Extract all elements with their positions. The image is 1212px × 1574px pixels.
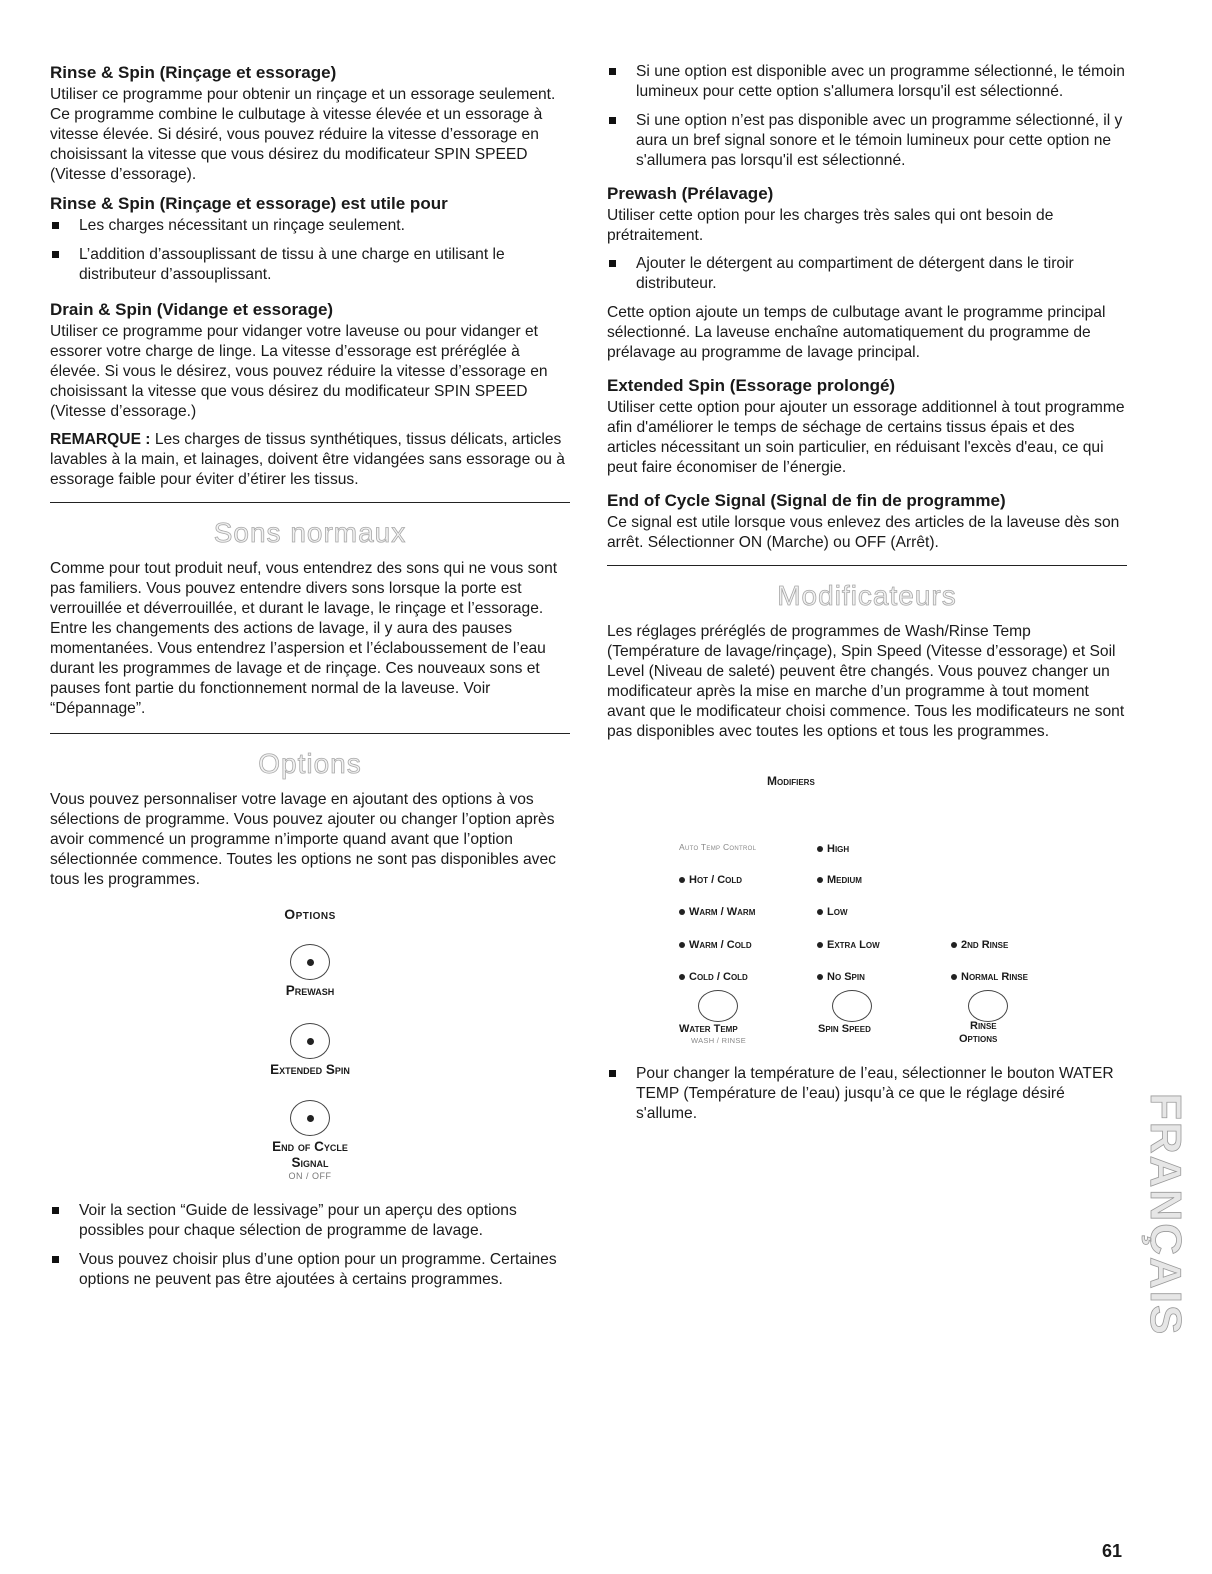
modifiers-body: Les réglages préréglés de programmes de Wash/Rinse Temp (Température de lavage/rinçage), Spin Speed (Vitesse d’essorage) et Soil Level (Niveau de saleté) peuvent être changés. Vous pouvez changer un modificateur après la mise en marche d’un programme à tout moment avant que le modificateur choisi commence. Tous les modificateurs ne sont pas disponibles avec toutes les options et tous les programmes. bbox=[607, 623, 1125, 740]
water-temp-label: Water Temp bbox=[679, 1023, 738, 1035]
modifiers-title: Modificateurs bbox=[777, 580, 957, 611]
list-item: L’addition d’assouplissant de tissu à une charge en utilisant le distributeur d’assouplissant. bbox=[50, 245, 570, 285]
indicator-light-icon bbox=[307, 1115, 314, 1122]
indicator-light-icon bbox=[951, 974, 957, 980]
drain-spin-note bbox=[50, 430, 570, 490]
bullet-square-icon bbox=[52, 251, 59, 258]
bullet-square-icon bbox=[52, 1256, 59, 1263]
spin-speed-setting: High bbox=[817, 843, 849, 855]
spin-speed-setting: Extra Low bbox=[817, 939, 880, 951]
indicator-light-icon bbox=[817, 909, 823, 915]
indicator-light-icon bbox=[817, 846, 823, 852]
bullet-square-icon bbox=[52, 1207, 59, 1214]
extended-spin-heading: Extended Spin (Essorage prolongé) bbox=[607, 376, 896, 395]
drain-spin-body: Utiliser ce programme pour vidanger votre laveuse ou pour vidanger et essorer votre charge de linge. La vitesse d’essorage est préréglée à élevée. Si vous le désirez, vous pouvez réduire la vitesse d’essorage en choisissant la vitesse que vous désirez du modificateur SPIN SPEED (Vitesse d’essorage.) bbox=[50, 323, 548, 420]
spin-speed-label: Spin Speed bbox=[818, 1023, 871, 1035]
prewash-bullets bbox=[607, 254, 1127, 294]
water-temp-sub: WASH / RINSE bbox=[691, 1036, 746, 1045]
indicator-light-icon bbox=[679, 909, 685, 915]
end-of-cycle-label: End of Cycle bbox=[272, 1139, 348, 1154]
modifiers-panel-title: Modifiers bbox=[767, 774, 815, 788]
modifiers-bullets bbox=[607, 1064, 1127, 1124]
options-panel-title: Options bbox=[284, 906, 336, 922]
rinse-options-label: Options bbox=[959, 1033, 998, 1045]
indicator-light-icon bbox=[307, 1038, 314, 1045]
water-temp-button[interactable] bbox=[698, 990, 738, 1022]
bullet-square-icon bbox=[609, 68, 616, 75]
end-of-cycle-label-2: Signal bbox=[291, 1155, 329, 1170]
water-temp-setting: Warm / Cold bbox=[679, 939, 752, 951]
prewash-button[interactable] bbox=[290, 944, 330, 980]
indicator-light-icon bbox=[817, 942, 823, 948]
prewash-body-2: Cette option ajoute un temps de culbutage avant le programme principal sélectionné. La laveuse enchaîne automatiquement du programme de prélavage au programme de lavage principal. bbox=[607, 304, 1106, 361]
indicator-light-icon bbox=[817, 877, 823, 883]
drain-spin-heading: Drain & Spin (Vidange et essorage) bbox=[50, 300, 334, 319]
spin-speed-button[interactable] bbox=[832, 990, 872, 1022]
prewash-body: Utiliser cette option pour les charges très sales qui ont besoin de prétraitement. bbox=[607, 207, 1054, 244]
list-item: Vous pouvez choisir plus d’une option pour un programme. Certaines options ne peuvent pas être ajoutées à certains programmes. bbox=[50, 1250, 570, 1290]
list-item: Ajouter le détergent au compartiment de détergent dans le tiroir distributeur. bbox=[607, 254, 1127, 294]
extended-spin-body: Utiliser cette option pour ajouter un essorage additionnel à tout programme afin d'améliorer le temps de séchage de certains tissus épais et des articles nécessitant un soin particulier, en réduisant l'excès d'eau, ce qui peut faire économiser de l’énergie. bbox=[607, 399, 1125, 476]
indicator-light-icon bbox=[679, 974, 685, 980]
normal-sounds-title: Sons normaux bbox=[213, 517, 407, 548]
list-item: Les charges nécessitant un rinçage seulement. bbox=[50, 216, 570, 236]
language-side-tab: FRANÇAIS bbox=[1141, 1093, 1190, 1337]
option-bullets bbox=[607, 62, 1127, 171]
modifiers-panel bbox=[607, 750, 1127, 1045]
spin-speed-setting: Medium bbox=[817, 874, 862, 886]
rinse-setting: 2nd Rinse bbox=[951, 939, 1008, 951]
end-signal-body: Ce signal est utile lorsque vous enlevez des articles de la laveuse dès son arrêt. Sélectionner ON (Marche) ou OFF (Arrêt). bbox=[607, 514, 1120, 551]
water-temp-setting: Warm / Warm bbox=[679, 906, 755, 918]
rinse-label: Rinse bbox=[970, 1020, 997, 1032]
note-text: Les charges de tissus synthétiques, tissus délicats, articles lavables à la main, et lainages, doivent être vidangées sans essorage ou à essorage faible pour éviter d’étirer les tissus. bbox=[50, 431, 565, 488]
end-of-cycle-sub: ON / OFF bbox=[288, 1171, 332, 1181]
list-item: Si une option est disponible avec un programme sélectionné, le témoin lumineux pour cette option s'allumera lorsqu'il est sélectionné. bbox=[607, 62, 1127, 102]
list-item: Pour changer la température de l’eau, sélectionner le bouton WATER TEMP (Température de l’eau) jusqu’à ce que le réglage désiré s'allume. bbox=[607, 1064, 1127, 1124]
rinse-spin-bullets bbox=[50, 216, 570, 285]
spin-speed-setting: No Spin bbox=[817, 971, 865, 983]
rinse-spin-useful-heading: Rinse & Spin (Rinçage et essorage) est utile pour bbox=[50, 194, 448, 213]
list-item: Si une option n’est pas disponible avec un programme sélectionné, il y aura un bref signal sonore et le témoin lumineux pour cette option ne s'allumera pas lorsqu'il est sélectionné. bbox=[607, 111, 1127, 171]
indicator-light-icon bbox=[679, 942, 685, 948]
indicator-light-icon bbox=[679, 877, 685, 883]
bullet-square-icon bbox=[52, 222, 59, 229]
spin-speed-setting: Low bbox=[817, 906, 848, 918]
divider bbox=[50, 733, 570, 734]
page-number: 61 bbox=[1102, 1541, 1123, 1561]
prewash-option bbox=[50, 944, 570, 999]
normal-sounds-body: Comme pour tout produit neuf, vous entendrez des sons qui ne vous sont pas familiers. Vous pouvez entendre divers sons lorsque la porte est verrouillée et déverrouillée, et durant le lavage, le rinçage et l’essorage. Entre les changements des actions de lavage, il y aura des pauses momentanées. Vous entendrez l’aspersion et l’éclaboussement de l’eau durant les programmes de lavage et de rinçage. Ces nouveaux sons et pauses font partie du fonctionnement normal de la laveuse. Voir “Dépannage”. bbox=[50, 560, 558, 717]
end-of-cycle-option bbox=[50, 1100, 570, 1181]
end-signal-heading: End of Cycle Signal (Signal de fin de programme) bbox=[607, 491, 1006, 510]
water-temp-setting: Hot / Cold bbox=[679, 874, 742, 886]
divider bbox=[607, 565, 1127, 566]
bullet-square-icon bbox=[609, 117, 616, 124]
options-bullets bbox=[50, 1201, 570, 1290]
rinse-setting: Normal Rinse bbox=[951, 971, 1028, 983]
rinse-options-button[interactable] bbox=[968, 990, 1008, 1022]
extended-spin-label: Extended Spin bbox=[270, 1062, 350, 1077]
end-of-cycle-button[interactable] bbox=[290, 1100, 330, 1136]
left-column bbox=[50, 62, 570, 1299]
auto-temp-label: Auto Temp Control bbox=[679, 842, 757, 852]
list-item: Voir la section “Guide de lessivage” pour un aperçu des options possibles pour chaque sélection de programme de lavage. bbox=[50, 1201, 570, 1241]
extended-spin-option bbox=[50, 1023, 570, 1078]
rinse-spin-body: Utiliser ce programme pour obtenir un rinçage et un essorage seulement. Ce programme combine le culbutage à vitesse élevée et un essorage à vitesse élevée. Si désiré, vous pouvez réduire la vitesse d’essorage en choisissant la vitesse que vous désirez du modificateur SPIN SPEED (Vitesse d’essorage). bbox=[50, 86, 556, 183]
extended-spin-button[interactable] bbox=[290, 1023, 330, 1059]
note-label: REMARQUE : bbox=[50, 431, 151, 448]
bullet-square-icon bbox=[609, 1070, 616, 1077]
prewash-heading: Prewash (Prélavage) bbox=[607, 184, 774, 203]
options-body: Vous pouvez personnaliser votre lavage en ajoutant des options à vos sélections de programme. Vous pouvez ajouter ou changer l’option après avoir commencé un programme n’importe quand avant que l’option sélectionnée commence. Toutes les options ne sont pas disponibles avec tous les programmes. bbox=[50, 791, 556, 888]
divider bbox=[50, 502, 570, 503]
indicator-light-icon bbox=[817, 974, 823, 980]
prewash-label: Prewash bbox=[285, 983, 335, 998]
options-title: Options bbox=[258, 748, 362, 779]
right-column bbox=[607, 62, 1127, 1133]
bullet-square-icon bbox=[609, 260, 616, 267]
indicator-light-icon bbox=[951, 942, 957, 948]
rinse-spin-heading: Rinse & Spin (Rinçage et essorage) bbox=[50, 63, 337, 82]
water-temp-setting: Cold / Cold bbox=[679, 971, 748, 983]
indicator-light-icon bbox=[307, 959, 314, 966]
